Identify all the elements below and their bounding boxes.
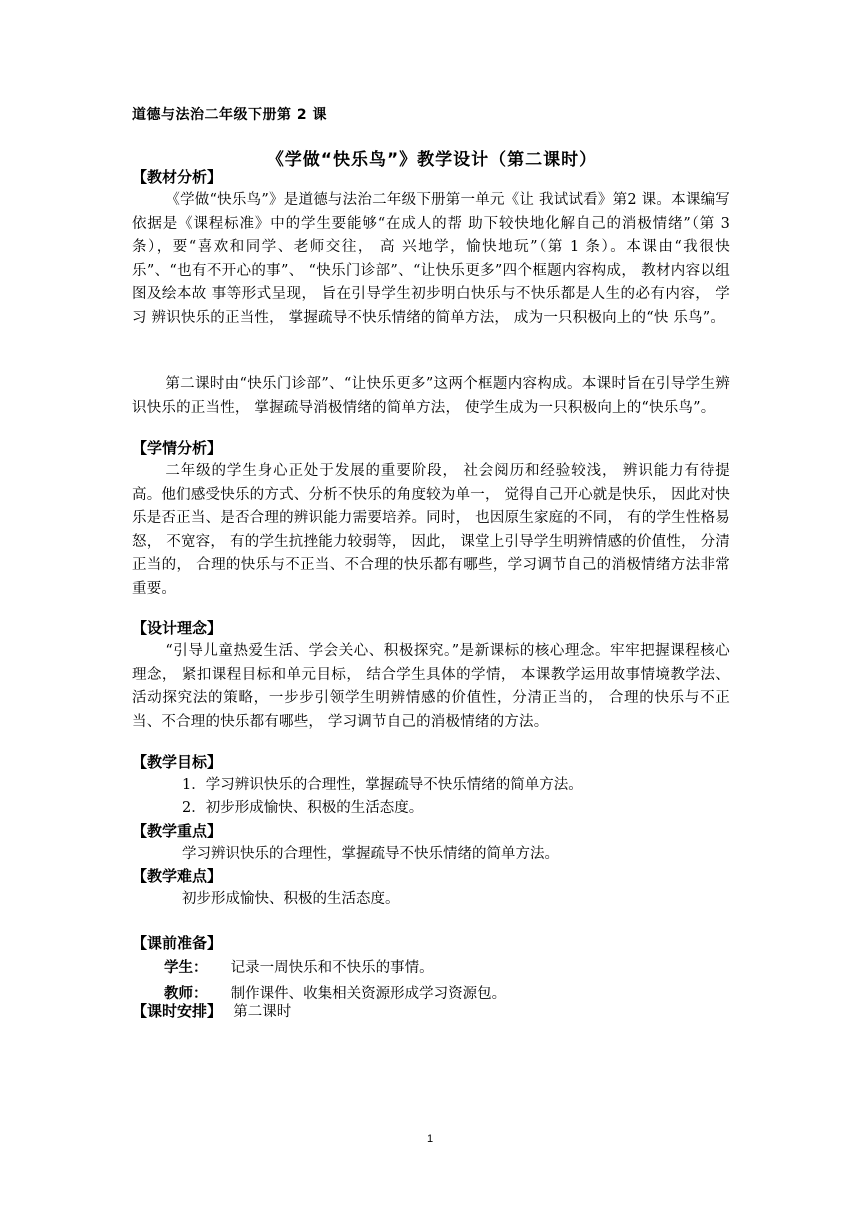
paragraph-design-concept: “引导儿童热爱生活、学会关心、积极探究。”是新课标的核心理念。牢牢把握课程核心理念， 紧扣课程目标和单元目标， 结合学生具体的学情， 本课教学运用故事情境教学法、活动探究法的策略，一步步引领学生明辨情感的价值性，分清正当的， 合理的快乐与不正当、不合理的快乐都有哪些， 学习调节自己的消极情绪的方法。 bbox=[132, 643, 730, 730]
heading-textbook-analysis: 【教材分析】 bbox=[132, 168, 223, 186]
section-teaching-difficulty bbox=[132, 865, 730, 911]
section-teaching-goals bbox=[132, 751, 730, 820]
paragraph-textbook-analysis-2: 第二课时由“快乐门诊部”、“让快乐更多”这两个框题内容构成。本课时旨在引导学生辨识快乐的正当性， 掌握疏导消极情绪的简单方法， 使学生成为一只积极向上的“快乐鸟”。 bbox=[132, 376, 730, 416]
heading-teaching-goals: 【教学目标】 bbox=[132, 753, 223, 771]
goal-item: 1．学习辨识快乐的合理性，掌握疏导不快乐情绪的简单方法。 bbox=[182, 777, 583, 793]
heading-schedule: 【课时安排】 bbox=[132, 1002, 223, 1020]
schedule-value: 第二课时 bbox=[233, 1004, 292, 1020]
goal-item: 2．初步形成愉快、积极的生活态度。 bbox=[182, 800, 424, 816]
teaching-difficulty-text: 初步形成愉快、积极的生活态度。 bbox=[182, 891, 400, 907]
paragraph-student-analysis: 二年级的学生身心正处于发展的重要阶段， 社会阅历和经验较浅， 辨识能力有待提高。他们感受快乐的方式、分析不快乐的角度较为单一， 觉得自己开心就是快乐， 因此对快乐是否正当、是否合理的辨识能力需要培养。同时， 也因原生家庭的不同， 有的学生性格易怒， 不宽容， 有的学生抗挫能力较弱等， 因此， 课堂上引导学生明辨情感的价值性， 分清正当的， 合理的快乐与不正当、不合理的快乐都有哪些，学习调节自己的消极情绪方法非常重要。 bbox=[132, 463, 730, 597]
prep-teacher-value: 制作课件、收集相关资源形成学习资源包。 bbox=[230, 986, 507, 1002]
prep-student-row bbox=[132, 955, 730, 981]
document-title: 《学做“快乐鸟”》教学设计（第二课时） bbox=[266, 150, 598, 170]
prep-teacher-label: 教师： bbox=[164, 986, 208, 1002]
heading-teaching-focus: 【教学重点】 bbox=[132, 822, 223, 840]
prep-student-label: 学生： bbox=[164, 960, 208, 976]
paragraph-textbook-analysis-1: 《学做“快乐鸟”》是道德与法治二年级下册第一单元《让 我试试看》第2 课。本课编写依据是《课程标准》中的学生要能够“在成人的帮 助下较快地化解自己的消极情绪”（第 3 条），要“喜欢和同学、老师交往， 高 兴地学，愉快地玩”（第 1 条）。本课由“我很快乐”、“也有不开心的事”、 “快乐门诊部”、“让快乐更多”四个框题内容构成， 教材内容以组图及绘本故 事等形式呈现， 旨在引导学生初步明白快乐与不快乐都是人生的必有内容， 学习 辨识快乐的正当性， 掌握疏导不快乐情绪的简单方法， 成为一只积极向上的“快 乐鸟”。 bbox=[132, 192, 730, 326]
course-label: 道德与法治二年级下册第 2 课 bbox=[132, 107, 327, 123]
section-teaching-focus bbox=[132, 820, 730, 866]
heading-student-analysis: 【学情分析】 bbox=[132, 439, 223, 457]
section-schedule bbox=[132, 1000, 730, 1024]
heading-preparation: 【课前准备】 bbox=[132, 934, 223, 952]
section-preparation bbox=[132, 932, 730, 1007]
heading-design-concept: 【设计理念】 bbox=[132, 619, 223, 637]
page-number: 1 bbox=[426, 1133, 434, 1145]
teaching-focus-text: 学习辨识快乐的合理性，掌握疏导不快乐情绪的简单方法。 bbox=[182, 846, 559, 862]
prep-student-value: 记录一周快乐和不快乐的事情。 bbox=[230, 960, 434, 976]
schedule-row bbox=[132, 1000, 730, 1024]
heading-teaching-difficulty: 【教学难点】 bbox=[132, 867, 223, 885]
section-textbook-analysis bbox=[132, 166, 730, 330]
section-student-analysis bbox=[132, 437, 730, 601]
section-design-concept bbox=[132, 617, 730, 734]
section-lesson-two bbox=[132, 373, 730, 420]
